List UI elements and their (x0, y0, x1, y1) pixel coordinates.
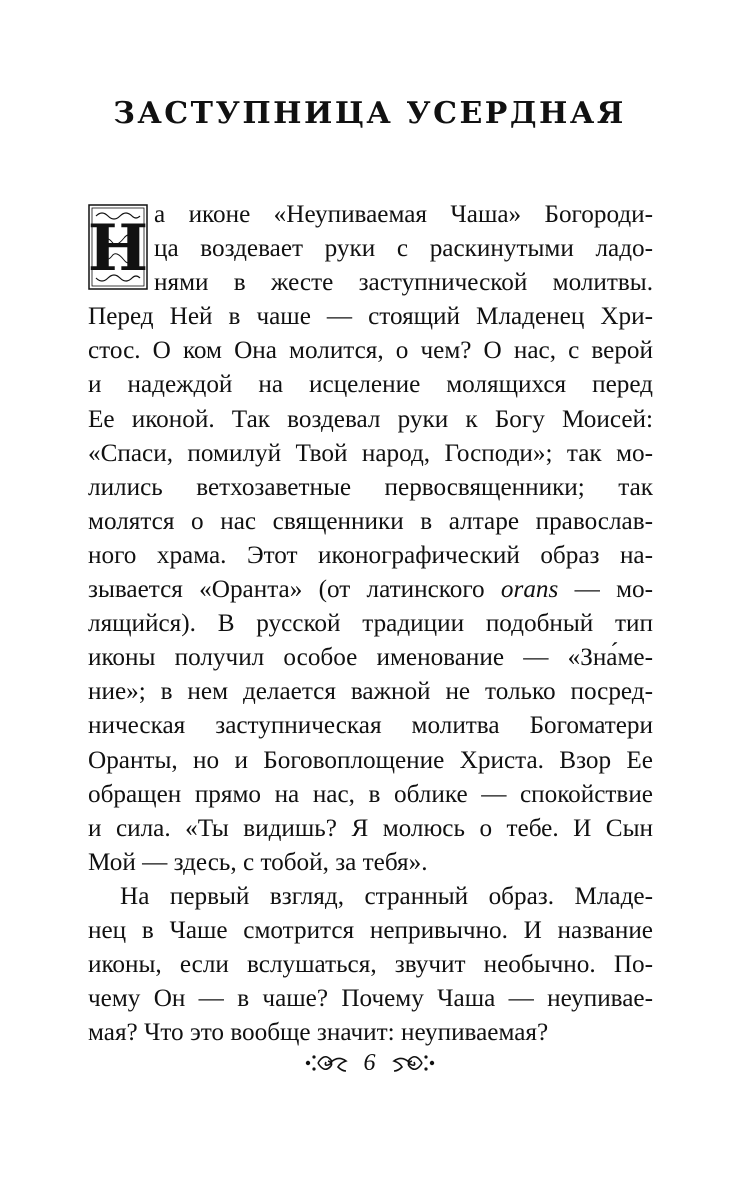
text-line: ца воздевает руки с раскинутыми ладо- (154, 235, 653, 263)
text-line: а иконе «Неупиваемая Чаша» Богороди- (154, 201, 653, 228)
dropcap-ornament (88, 204, 148, 290)
text-line: Перед Ней в чаше — стоящий Младенец Хри- (88, 303, 653, 331)
text-line: ного храма. Этот иконографический образ на- (88, 541, 653, 569)
text-line: нец в Чаше смотрится непривычно. И название (88, 916, 653, 944)
text-line: «Спаси, помилуй Твой народ, Господи»; так мо- (88, 439, 653, 467)
text-line-start: зывается «Оранта» (от латинского (88, 576, 485, 604)
text-line: стос. О ком Она молится, о чем? О нас, с верой (88, 337, 653, 365)
text-line: обращен прямо на нас, в облике — спокойствие (88, 780, 653, 808)
text-line: Оранты, но и Боговоплощение Христа. Взор Ее (88, 746, 653, 774)
paragraph-1 (88, 198, 653, 880)
text-line: ние»; в нем делается важной не только посред- (88, 678, 653, 706)
dropcap-letter: Н (88, 211, 148, 286)
page-footer (0, 1046, 739, 1080)
text-line-end: — мо- (558, 576, 654, 604)
text-line: На первый взгляд, странный образ. Младе- (120, 882, 653, 910)
text-line: чему Он — в чаше? Почему Чаша — неупивае- (88, 985, 653, 1013)
latin-term: orans (500, 576, 559, 604)
text-line: лились ветхозаветные первосвященники; так (88, 473, 653, 501)
chapter-heading: ЗАСТУПНИЦА УСЕРДНАЯ (113, 96, 626, 131)
body-text (88, 198, 653, 1050)
text-line: молятся о нас священники в алтаре православ- (88, 507, 653, 535)
page-number: 6 (363, 1049, 376, 1076)
paragraph-2 (88, 880, 653, 1050)
text-line: иконы получил особое именование — «Зна́ме- (88, 644, 653, 672)
text-line: и сила. «Ты видишь? Я молюсь о тебе. И Сын (88, 814, 653, 842)
text-line: нями в жесте заступнической молитвы. (154, 269, 653, 297)
text-line: и надеждой на исцеление молящихся перед (88, 371, 653, 399)
text-line: иконы, если вслушаться, звучит необычно. По- (88, 951, 653, 979)
right-ornament-icon (390, 1046, 436, 1080)
text-line: ническая заступническая молитва Богоматери (88, 712, 653, 740)
text-line: лящийся). В русской традиции подобный тип (88, 610, 653, 638)
left-ornament-icon (304, 1046, 350, 1080)
text-line-latin (88, 573, 653, 607)
text-line: Ее иконой. Так воздевал руки к Богу Моисей: (88, 405, 653, 433)
text-line: мая? Что это вообще значит: неупиваемая? (88, 1019, 549, 1047)
text-line: Мой — здесь, с тобой, за тебя». (88, 848, 428, 876)
